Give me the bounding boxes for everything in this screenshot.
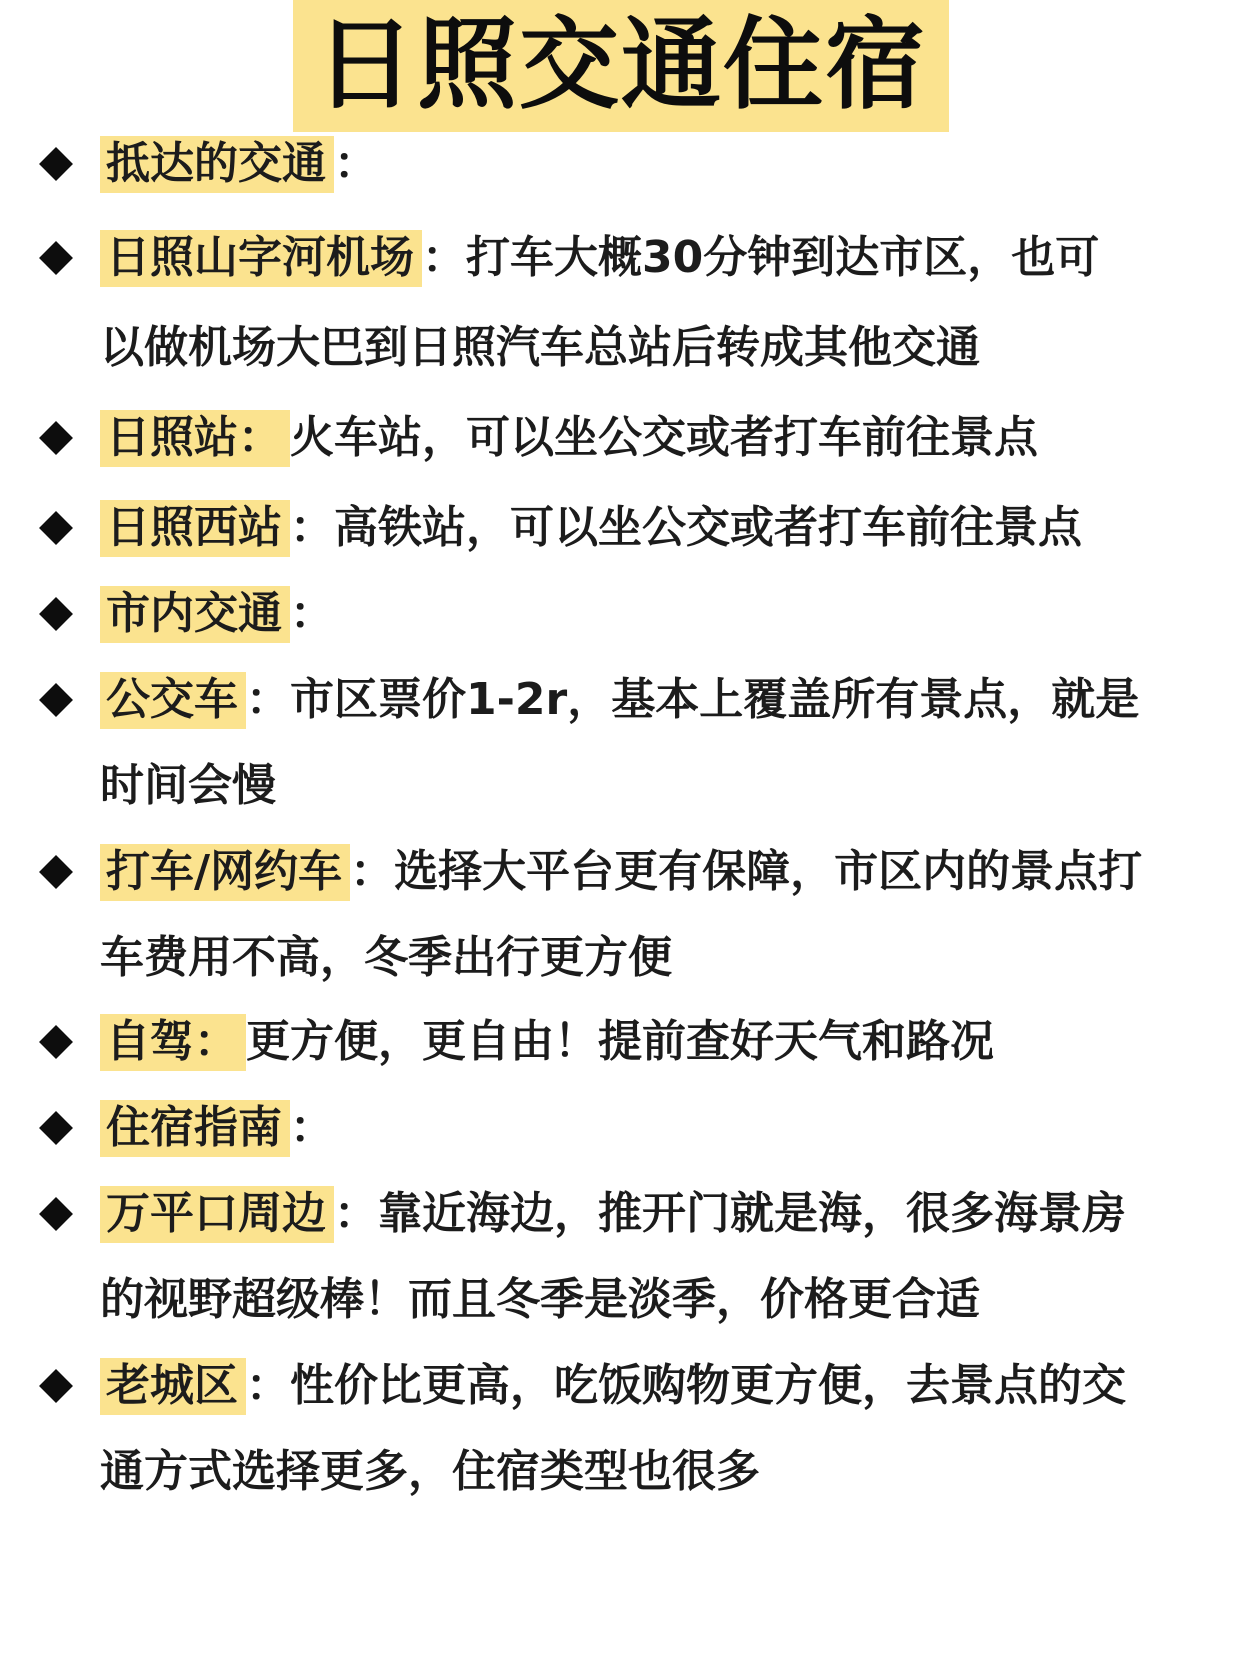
item-label: 万平口周边 xyxy=(100,1186,334,1243)
item-label: 日照西站 xyxy=(100,500,290,557)
item-text: ：打车大概30分钟到达市区，也可 xyxy=(422,232,1100,283)
diamond-bullet-icon xyxy=(39,1111,73,1145)
item-label: 老城区 xyxy=(100,1358,246,1415)
item-text: ： xyxy=(290,588,334,639)
diamond-bullet-icon xyxy=(39,597,73,631)
diamond-bullet-icon xyxy=(39,511,73,545)
diamond-bullet-icon xyxy=(39,1369,73,1403)
item-label: 日照山字河机场 xyxy=(100,230,422,287)
item-text: ：市区票价1-2r，基本上覆盖所有景点，就是 xyxy=(246,674,1140,725)
diamond-bullet-icon xyxy=(39,683,73,717)
item-text: ： xyxy=(290,1102,334,1153)
title-wrap xyxy=(0,0,1242,132)
item-continuation: 时间会慢 xyxy=(100,760,276,811)
item-continuation: 车费用不高，冬季出行更方便 xyxy=(100,932,672,983)
item-label: 住宿指南 xyxy=(100,1100,290,1157)
diamond-bullet-icon xyxy=(39,421,73,455)
item-label: 抵达的交通 xyxy=(100,136,334,193)
diamond-bullet-icon xyxy=(39,855,73,889)
item-continuation: 的视野超级棒！而且冬季是淡季，价格更合适 xyxy=(100,1274,980,1325)
item-text: 更方便，更自由！提前查好天气和路况 xyxy=(246,1016,994,1067)
item-continuation: 以做机场大巴到日照汽车总站后转成其他交通 xyxy=(100,322,980,373)
item-label: 公交车 xyxy=(100,672,246,729)
item-label: 市内交通 xyxy=(100,586,290,643)
page-title: 日照交通住宿 xyxy=(293,0,949,132)
item-text: ：高铁站，可以坐公交或者打车前往景点 xyxy=(290,502,1082,553)
diamond-bullet-icon xyxy=(39,1197,73,1231)
diamond-bullet-icon xyxy=(39,241,73,275)
diamond-bullet-icon xyxy=(39,147,73,181)
item-text: ：靠近海边，推开门就是海，很多海景房 xyxy=(334,1188,1126,1239)
diamond-bullet-icon xyxy=(39,1025,73,1059)
item-label: 日照站： xyxy=(100,410,290,467)
item-continuation: 通方式选择更多，住宿类型也很多 xyxy=(100,1446,760,1497)
item-text: ： xyxy=(334,138,378,189)
item-text: ：性价比更高，吃饭购物更方便，去景点的交 xyxy=(246,1360,1126,1411)
item-label: 自驾： xyxy=(100,1014,246,1071)
item-label: 打车/网约车 xyxy=(100,844,350,901)
item-text: ：选择大平台更有保障，市区内的景点打 xyxy=(350,846,1143,897)
item-text: 火车站，可以坐公交或者打车前往景点 xyxy=(290,412,1038,463)
